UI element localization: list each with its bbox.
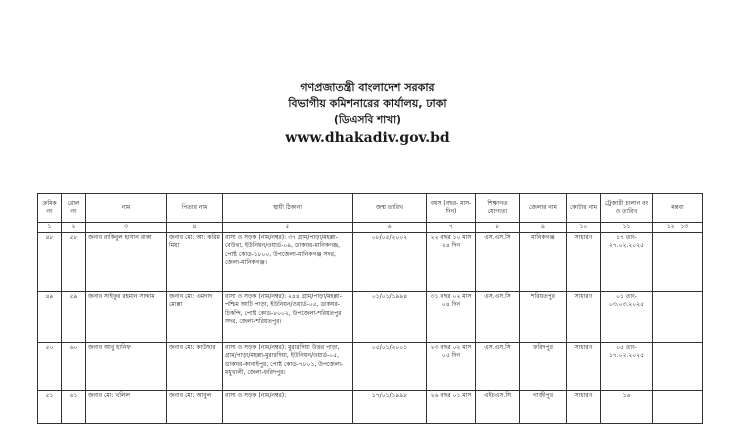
education-cell: এস.এস.সি <box>476 232 520 291</box>
government-title: গণপ্রজাতন্ত্রী বাংলাদেশ সরকার <box>300 81 435 94</box>
column-header: ক্রমিক নং <box>38 194 62 223</box>
serial-cell: ৫০ <box>38 342 62 390</box>
education-cell: এইচএস.সি <box>476 390 520 423</box>
table-row <box>38 291 703 342</box>
district-cell: শরিয়তপুর <box>520 291 567 342</box>
column-header: মন্তব্য <box>653 194 703 223</box>
father-cell: জনাব মো: আবুল <box>167 390 223 423</box>
column-header: নাম <box>86 194 167 223</box>
column-number: ৬ <box>353 223 427 233</box>
column-header: শিক্ষাগত যোগ্যতা <box>476 194 520 223</box>
column-number: ৩ <box>86 223 167 233</box>
column-header: জেলার নাম <box>520 194 567 223</box>
quota-cell: সাধারণ <box>567 291 601 342</box>
column-number: ১ <box>38 223 62 233</box>
dob-cell: ১৭/০১/১৯৯৮ <box>353 390 427 423</box>
remarks-cell <box>653 342 703 390</box>
age-cell: ২৬ বছর ০১ মাস <box>427 390 476 423</box>
table-row <box>38 342 703 390</box>
column-number: ৭ <box>427 223 476 233</box>
father-cell: জনাব মো: আ: করিম মিয়া <box>167 232 223 291</box>
education-cell: এস.এস.সি <box>476 342 520 390</box>
quota-cell: সাধারণ <box>567 232 601 291</box>
column-number: ৫ <box>223 223 353 233</box>
remarks-cell <box>653 390 703 423</box>
name-cell: জনাব মো: খলিল <box>86 390 167 423</box>
section-title: (ডিএসবি শাখা) <box>334 114 401 126</box>
challan-cell: ০৫ তাং- ১৭.০২.২০২৫ <box>601 342 653 390</box>
dob-cell: ০১/০১/১৯৯৪ <box>353 291 427 342</box>
document-header <box>0 80 735 148</box>
challan-cell: ০১ তাং- ০৩.০৩.২০২৫ <box>601 291 653 342</box>
father-cell: জনাব মো: কাউছার <box>167 342 223 390</box>
district-cell: গাজীপুর <box>520 390 567 423</box>
table-row <box>38 390 703 423</box>
column-header: রোল নং <box>62 194 86 223</box>
column-header: কোটার নাম <box>567 194 601 223</box>
roll-cell: ৫৮ <box>62 232 86 291</box>
column-number: ১২ ১৩ <box>653 223 703 233</box>
candidate-table <box>37 193 703 424</box>
name-cell: জনাব রাকিবুল হাসান রাকা <box>86 232 167 291</box>
column-header: ট্রেজারী চালান নং ও তারিখ <box>601 194 653 223</box>
age-cell: ২৩ বছর ০২ মাস ০৫ দিন <box>427 342 476 390</box>
roll-cell: ৬০ <box>62 342 86 390</box>
name-cell: জনাব আবু হানিফ <box>86 342 167 390</box>
table-row <box>38 232 703 291</box>
age-cell: ৩১ বছর ০২ মাস ০৪ দিন <box>427 291 476 342</box>
website-link[interactable]: www.dhakadiv.gov.bd <box>285 130 450 146</box>
remarks-cell <box>653 232 703 291</box>
dob-cell: ০৮/০৫/২০০২ <box>353 232 427 291</box>
column-number: ৯ <box>520 223 567 233</box>
quota-cell: সাধারণ <box>567 342 601 390</box>
column-header: বয়স (বছর- মাস- দিন) <box>427 194 476 223</box>
roll-cell: ৬১ <box>62 390 86 423</box>
roll-cell: ৫৯ <box>62 291 86 342</box>
address-cell: বাসা ও সড়ক (নাম/নম্বর): মুরারদিয়া উত্তর পাড়া, গ্রাম/পাড়া/মহল্লা-মুরারদিয়া, ইউনিয়ন/ওয়ার্ড-০৫, ডাকঘর-কানাইপুর, পোষ্ট কোড-৭৮০১, উপজেলা-মধুখালী, জেলা-ফরিদপুর। <box>223 342 353 390</box>
quota-cell: সাধারণ <box>567 390 601 423</box>
name-cell: জনাব সাইফুর রহমান সাদ্দাম <box>86 291 167 342</box>
father-cell: জনাব মো: এমদাদ মোল্লা <box>167 291 223 342</box>
column-number: ৪ <box>167 223 223 233</box>
column-number: ৮ <box>476 223 520 233</box>
column-header: স্থায়ী ঠিকানা <box>223 194 353 223</box>
address-cell: বাসা ও সড়ক (নাম/নম্বর): ৩৭ গ্রাম/পাড়া/মহল্লা-বেউথা, ইউনিয়ন/ওয়ার্ড-০৯, ডাকঘর-মানিকগঞ্জ, পোষ্ট কোড-১৮০০, উপজেলা-মানিকগঞ্জ সদর, জেলা-মানিকগঞ্জ। <box>223 232 353 291</box>
column-number: ২ <box>62 223 86 233</box>
office-title: বিভাগীয় কমিশনারের কার্যালয়, ঢাকা <box>288 97 447 110</box>
education-cell: এস.এস.সি <box>476 291 520 342</box>
serial-cell: ৪৯ <box>38 291 62 342</box>
remarks-cell <box>653 291 703 342</box>
challan-cell: ১৬ <box>601 390 653 423</box>
serial-cell: ৪৮ <box>38 232 62 291</box>
serial-cell: ৫১ <box>38 390 62 423</box>
district-cell: মানিকগঞ্জ <box>520 232 567 291</box>
address-cell: বাসা ও সড়ক (নাম/নম্বর): ২৪৪ গ্রাম/পাড়া/মহল্লা-পশ্চিম আটি পাড়া, ইউনিয়ন/ওয়ার্ড-০৫, ডাকঘর-চিকন্দি, পোষ্ট কোড-৮০০২, উপজেলা-শরিয়তপুর সদর, জেলা-শরিয়তপুর। <box>223 291 353 342</box>
column-number: ১০ <box>567 223 601 233</box>
column-number: ১১ <box>601 223 653 233</box>
age-cell: ২২ বছর ১০ মাস ২৪ দিন <box>427 232 476 291</box>
column-number-row <box>38 223 703 233</box>
column-header: জন্ম তারিখ <box>353 194 427 223</box>
column-header: পিতার নাম <box>167 194 223 223</box>
challan-cell: ১৭ তাং- ২৭.০২.২০২৫ <box>601 232 653 291</box>
district-cell: ফরিদপুর <box>520 342 567 390</box>
address-cell: বাসা ও সড়ক (নাম/নম্বর): <box>223 390 353 423</box>
table-header-row <box>38 194 703 223</box>
dob-cell: ০৫/০১/২০০১ <box>353 342 427 390</box>
